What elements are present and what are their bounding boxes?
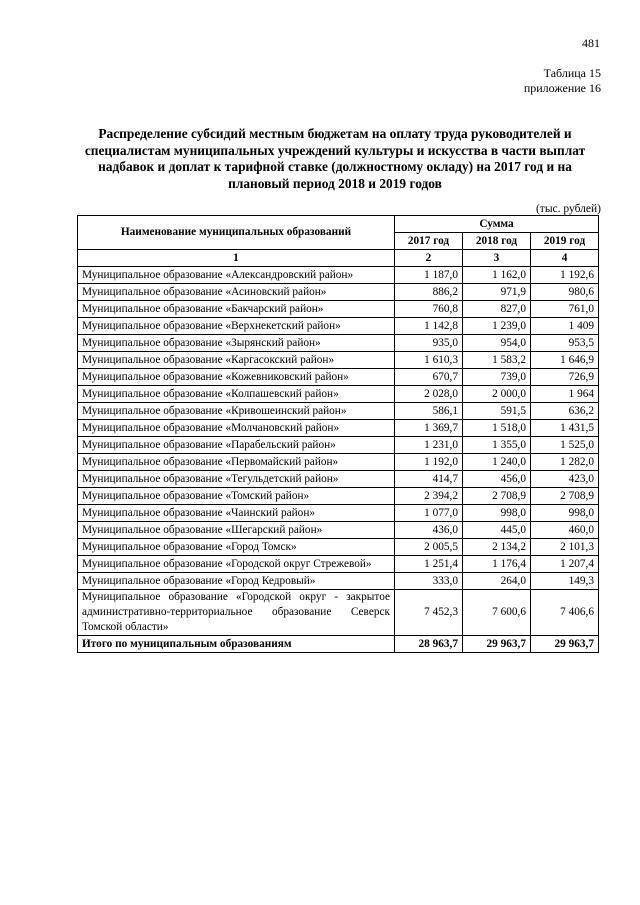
table-row [78, 590, 599, 636]
column-number: 2 [395, 250, 463, 267]
value-2018: 2 000,0 [463, 386, 531, 403]
column-number: 1 [78, 250, 395, 267]
value-2018: 1 518,0 [463, 420, 531, 437]
total-2018: 29 963,7 [463, 636, 531, 653]
total-label: Итого по муниципальным образованиям [78, 636, 395, 653]
value-2017: 7 452,3 [395, 590, 463, 636]
value-2017: 333,0 [395, 573, 463, 590]
value-2017: 1 610,3 [395, 352, 463, 369]
value-2017: 2 005,5 [395, 539, 463, 556]
municipality-name: Муниципальное образование «Верхнекетский район» [78, 318, 395, 335]
table-row [78, 386, 599, 403]
value-2017: 670,7 [395, 369, 463, 386]
value-2019: 953,5 [531, 335, 599, 352]
value-2018: 7 600,6 [463, 590, 531, 636]
sum-column-header: Сумма [395, 216, 599, 233]
value-2019: 1 409 [531, 318, 599, 335]
table-row [78, 437, 599, 454]
year-header-2017: 2017 год [395, 233, 463, 250]
value-2019: 423,0 [531, 471, 599, 488]
value-2017: 414,7 [395, 471, 463, 488]
value-2017: 886,2 [395, 284, 463, 301]
value-2019: 2 101,3 [531, 539, 599, 556]
name-column-header: Наименование муниципальных образований [78, 216, 395, 250]
total-2019: 29 963,7 [531, 636, 599, 653]
value-2019: 1 964 [531, 386, 599, 403]
municipality-name: Муниципальное образование «Зырянский район» [78, 335, 395, 352]
table-row [78, 539, 599, 556]
column-number: 3 [463, 250, 531, 267]
table-row [78, 556, 599, 573]
municipality-name: Муниципальное образование «Город Кедровый» [78, 573, 395, 590]
municipality-name: Муниципальное образование «Томский район» [78, 488, 395, 505]
total-row [78, 636, 599, 653]
page-number: 481 [582, 36, 600, 50]
value-2018: 1 176,4 [463, 556, 531, 573]
value-2019: 726,9 [531, 369, 599, 386]
value-2018: 971,9 [463, 284, 531, 301]
table-row [78, 301, 599, 318]
table-row [78, 352, 599, 369]
value-2018: 827,0 [463, 301, 531, 318]
value-2019: 1 646,9 [531, 352, 599, 369]
table-row [78, 403, 599, 420]
value-2017: 1 369,7 [395, 420, 463, 437]
value-2018: 456,0 [463, 471, 531, 488]
value-2019: 460,0 [531, 522, 599, 539]
municipality-name: Муниципальное образование «Городской округ Стрежевой» [78, 556, 395, 573]
table-row [78, 454, 599, 471]
column-number-row [78, 250, 599, 267]
value-2019: 2 708,9 [531, 488, 599, 505]
year-header-2018: 2018 год [463, 233, 531, 250]
value-2019: 1 207,4 [531, 556, 599, 573]
municipality-name: Муниципальное образование «Городской округ - закрытое административно-территориальное образование Северск Томской области» [78, 590, 395, 636]
value-2017: 2 028,0 [395, 386, 463, 403]
table-label: Таблица 15 [543, 66, 601, 80]
municipality-name: Муниципальное образование «Кожевниковский район» [78, 369, 395, 386]
value-2019: 1 282,0 [531, 454, 599, 471]
municipality-name: Муниципальное образование «Александровский район» [78, 267, 395, 284]
table-row [78, 488, 599, 505]
value-2018: 2 134,2 [463, 539, 531, 556]
municipality-name: Муниципальное образование «Каргасокский район» [78, 352, 395, 369]
municipality-name: Муниципальное образование «Колпашевский район» [78, 386, 395, 403]
table-row [78, 420, 599, 437]
appendix-label: приложение 16 [523, 81, 601, 95]
value-2017: 1 142,8 [395, 318, 463, 335]
value-2019: 1 525,0 [531, 437, 599, 454]
municipality-name: Муниципальное образование «Тегульдетский район» [78, 471, 395, 488]
year-header-2019: 2019 год [531, 233, 599, 250]
value-2019: 1 192,6 [531, 267, 599, 284]
value-2018: 591,5 [463, 403, 531, 420]
total-2017: 28 963,7 [395, 636, 463, 653]
value-2019: 636,2 [531, 403, 599, 420]
municipality-name: Муниципальное образование «Шегарский район» [78, 522, 395, 539]
table-row [78, 318, 599, 335]
value-2017: 2 394,2 [395, 488, 463, 505]
value-2017: 935,0 [395, 335, 463, 352]
units-note: (тыс. рублей) [535, 203, 601, 215]
value-2018: 1 355,0 [463, 437, 531, 454]
table-row [78, 267, 599, 284]
value-2018: 1 583,2 [463, 352, 531, 369]
municipality-name: Муниципальное образование «Парабельский район» [78, 437, 395, 454]
value-2018: 954,0 [463, 335, 531, 352]
value-2019: 1 431,5 [531, 420, 599, 437]
municipality-name: Муниципальное образование «Кривошеинский район» [78, 403, 395, 420]
document-title: Распределение субсидий местным бюджетам на оплату труда руководителей и специалистам муниципальных учреждений культуры и искусства в части выплат надбавок и доплат к тарифной ставке (должностному окладу) на 2017 год и на плановый период 2018 и 2019 годов [84, 126, 586, 191]
table-row [78, 335, 599, 352]
table-row [78, 471, 599, 488]
table-row [78, 522, 599, 539]
value-2019: 7 406,6 [531, 590, 599, 636]
value-2017: 436,0 [395, 522, 463, 539]
value-2018: 1 240,0 [463, 454, 531, 471]
table-row [78, 284, 599, 301]
value-2018: 998,0 [463, 505, 531, 522]
table-row [78, 369, 599, 386]
table-row [78, 505, 599, 522]
municipality-name: Муниципальное образование «Город Томск» [78, 539, 395, 556]
municipality-name: Муниципальное образование «Чаинский район» [78, 505, 395, 522]
value-2019: 980,6 [531, 284, 599, 301]
value-2019: 761,0 [531, 301, 599, 318]
value-2018: 1 239,0 [463, 318, 531, 335]
table-row [78, 573, 599, 590]
value-2017: 1 251,4 [395, 556, 463, 573]
value-2018: 1 162,0 [463, 267, 531, 284]
value-2019: 149,3 [531, 573, 599, 590]
table-reference [524, 66, 601, 96]
municipality-name: Муниципальное образование «Молчановский район» [78, 420, 395, 437]
value-2017: 1 231,0 [395, 437, 463, 454]
value-2019: 998,0 [531, 505, 599, 522]
value-2018: 2 708,9 [463, 488, 531, 505]
value-2017: 586,1 [395, 403, 463, 420]
value-2018: 264,0 [463, 573, 531, 590]
value-2017: 760,8 [395, 301, 463, 318]
municipality-name: Муниципальное образование «Первомайский район» [78, 454, 395, 471]
value-2018: 445,0 [463, 522, 531, 539]
value-2017: 1 077,0 [395, 505, 463, 522]
municipality-name: Муниципальное образование «Асиновский район» [78, 284, 395, 301]
municipality-name: Муниципальное образование «Бакчарский район» [78, 301, 395, 318]
subsidy-table [77, 215, 599, 653]
value-2017: 1 187,0 [395, 267, 463, 284]
value-2018: 739,0 [463, 369, 531, 386]
value-2017: 1 192,0 [395, 454, 463, 471]
column-number: 4 [531, 250, 599, 267]
